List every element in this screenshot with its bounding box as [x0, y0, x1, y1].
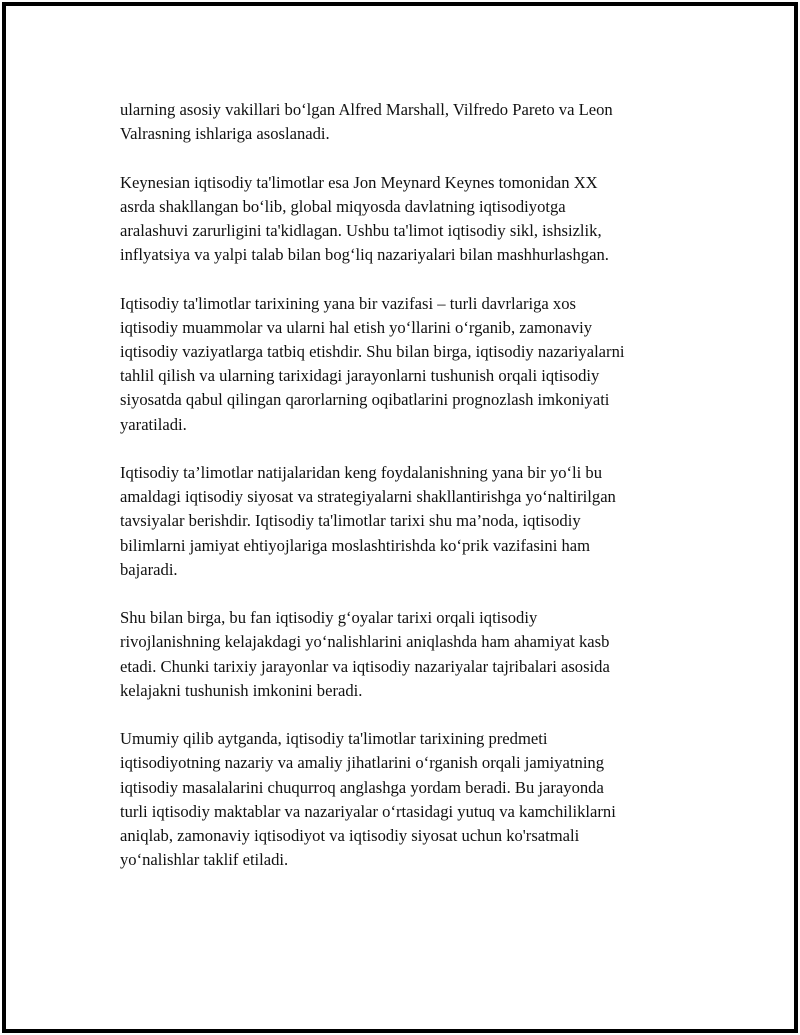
paragraph-5: Shu bilan birga, bu fan iqtisodiy g‘oyalar tarixi orqali iqtisodiy rivojlanishning kelajakdagi yo‘nalishlarini aniqlashda ham ahamiyat kasb etadi. Chunki tarixiy jarayonlar va iqtisodiy nazariyalar tajribalari asosida kelajakni tushunish imkonini beradi. — [120, 608, 610, 700]
paragraph-6: Umumiy qilib aytganda, iqtisodiy ta'limotlar tarixining predmeti iqtisodiyotning nazariy va amaliy jihatlarini o‘rganish orqali jamiyatning iqtisodiy masalalarini chuqurroq anglashga yordam beradi. Bu jarayonda turli iqtisodiy maktablar va nazariyalar o‘rtasidagi yutuq va kamchiliklarni aniqlab, zamonaviy iqtisodiyot va iqtisodiy siyosat uchun ko'rsatmali yo‘nalishlar taklif etiladi. — [120, 729, 616, 870]
document-page — [2, 2, 798, 1033]
paragraph-1: ularning asosiy vakillari bo‘lgan Alfred Marshall, Vilfredo Pareto va Leon Valrasning ishlariga asoslanadi. — [120, 100, 613, 144]
document-body — [120, 98, 690, 897]
paragraph-3: Iqtisodiy ta'limotlar tarixining yana bir vazifasi – turli davrlariga xos iqtisodiy muammolar va ularni hal etish yo‘llarini o‘rganib, zamonaviy iqtisodiy vaziyatlarga tatbiq etishdir. Shu bilan birga, iqtisodiy nazariyalarni tahlil qilish va ularning tarixidagi jarayonlarni tushunish orqali iqtisodiy siyosatda qabul qilingan qarorlarning oqibatlarini prognozlash imkoniyati yaratiladi. — [120, 293, 625, 434]
paragraph-2: Keynesian iqtisodiy ta'limotlar esa Jon Meynard Keynes tomonidan XX asrda shakllangan bo‘lib, global miqyosda davlatning iqtisodiyotga aralashuvi zarurligini ta'kidlagan. Ushbu ta'limot iqtisodiy sikl, ishsizlik, inflyatsiya va yalpi talab bilan bog‘liq nazariyalari bilan mashhurlashgan. — [120, 172, 609, 265]
paragraph-4: Iqtisodiy ta’limotlar natijalaridan keng foydalanishning yana bir yo‘li bu amaldagi iqtisodiy siyosat va strategiyalarni shakllantirishga yo‘naltirilgan tavsiyalar berishdir. Iqtisodiy ta'limotlar tarixi shu ma’noda, iqtisodiy bilimlarni jamiyat ehtiyojlariga moslashtirishda ko‘prik vazifasini ham bajaradi. — [120, 463, 616, 579]
